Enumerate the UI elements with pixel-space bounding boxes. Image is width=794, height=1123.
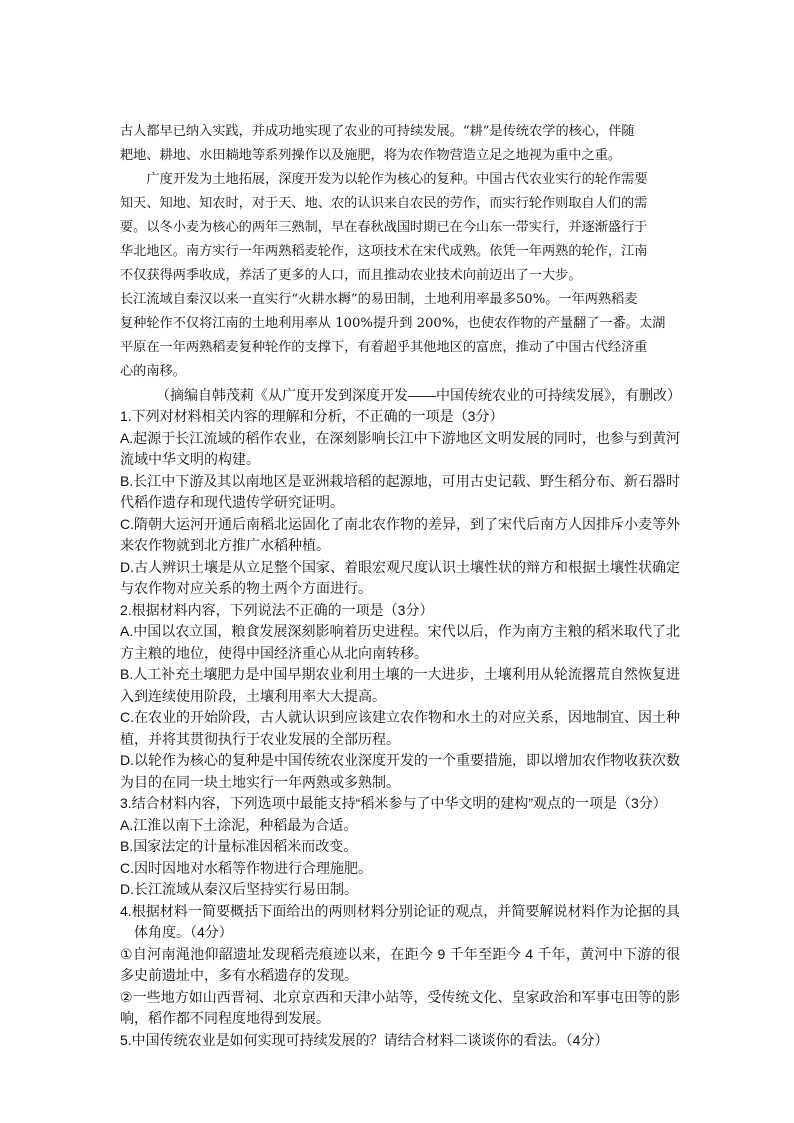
- page-content: [120, 120, 680, 1051]
- question-stem: 2.根据材料内容，下列说法不正确的一项是（3分）: [120, 601, 434, 618]
- question-stem: 3.结合材料内容，下列选项中最能支持“稻米参与了中华文明的建构”观点的一项是（3分）: [120, 795, 667, 811]
- passage-line: 华北地区。南方实行一年两熟稻麦轮作，这项技术在宋代成熟。依凭一年两熟的轮作，江南: [120, 244, 648, 259]
- option-d: D.古人辨识土壤是从立足整个国家、着眼宏观尺度认识土壤性状的辩方和根据土壤性状确定与农作物对应关系的物土两个方面进行。: [120, 558, 680, 596]
- question-5: [120, 1030, 680, 1052]
- passage-paragraph-2: [120, 168, 680, 288]
- option-d: D.长江流域从秦汉后坚持实行易田制。: [120, 881, 358, 897]
- option-b: B.人工补充土壤肥力是中国早期农业利用土壤的一大进步，土壤利用从轮流撂荒自然恢复进入到连续使用阶段，土壤利用率大大提高。: [120, 666, 680, 704]
- question-2: [120, 600, 680, 794]
- option-a: A.起源于长江流域的稻作农业，在深刻影响长江中下游地区文明发展的同时，也参与到黄河流域中华文明的构建。: [120, 429, 680, 467]
- passage-line: 耙地、耕地、水田耥地等系列操作以及施肥，将为农作物营造立足之地视为重中之重。: [120, 148, 622, 163]
- question-stem: 5.中国传统农业是如何实现可持续发展的？请结合材料二谈谈你的看法。（4分）: [120, 1031, 609, 1048]
- option-a: A.中国以农立国，粮食发展深刻影响着历史进程。宋代以后，作为南方主粮的稻米取代了北方主粮的地位，使得中国经济重心从北向南转移。: [120, 623, 680, 661]
- passage-line: 知天、知地、知农时，对于天、地、农的认识来自农民的劳作，而实行轮作则取自人们的需: [120, 196, 648, 211]
- option-c: C.因时因地对水稻等作物进行合理施肥。: [120, 859, 372, 876]
- option-c: C.在农业的开始阶段，古人就认识到应该建立农作物和水土的对应关系，因地制宜、因土种植，并将其贯彻执行于农业发展的全部历程。: [120, 709, 680, 747]
- material-2: ②一些地方如山西晋祠、北京京西和天津小站等，受传统文化、皇家政治和军事屯田等的影响，稻作都不同程度地得到发展。: [120, 988, 680, 1026]
- passage-line: 平原在一年两熟稻麦复种轮作的支撑下，有着超乎其他地区的富庶，推动了中国古代经济重: [120, 340, 648, 355]
- question-1: [120, 406, 680, 600]
- passage-line: 古人都早已纳入实践，并成功地实现了农业的可持续发展。“耕”是传统农学的核心，伴随: [120, 124, 635, 139]
- option-b: B.长江中下游及其以南地区是亚洲栽培稻的起源地，可用古史记载、野生稻分布、新石器时代稻作遗存和现代遗传学研究证明。: [120, 472, 680, 510]
- source-citation: （摘编自韩茂莉《从广度开发到深度开发——中国传统农业的可持续发展》，有删改）: [156, 387, 681, 403]
- passage-paragraph-1: [120, 120, 680, 168]
- question-stem: 4.根据材料一简要概括下面给出的两则材料分别论证的观点，并简要解说材料作为论据的具体角度。（4分）: [120, 902, 680, 940]
- passage-line: 不仅获得两季收成，养活了更多的人口，而且推动农业技术向前迈出了一大步。: [120, 268, 582, 283]
- option-b: B.国家法定的计量标准因稻米而改变。: [120, 838, 358, 854]
- option-d: D.以轮作为核心的复种是中国传统农业深度开发的一个重要措施，即以增加农作物收获次数为目的在同一块土地实行一年两熟或多熟制。: [120, 752, 680, 790]
- passage-line: 要。以冬小麦为核心的两年三熟制，早在春秋战国时期已在今山东一带实行，并逐渐盛行于: [120, 220, 648, 235]
- passage-line: 长江流域自秦汉以来一直实行“火耕水耨”的易田制，土地利用率最多50%。一年两熟稻麦: [120, 292, 638, 307]
- question-3: [120, 793, 680, 901]
- passage-line: 广度开发为土地拓展，深度开发为以轮作为核心的复种。中国古代农业实行的轮作需要: [146, 172, 648, 187]
- option-a: A.江淮以南下土涂泥，种稻最为合适。: [120, 816, 358, 833]
- material-1: ①自河南渑池仰韶遗址发现稻壳痕迹以来，在距今 9 千年至距今 4 千年，黄河中下游的很多史前遗址中，多有水稻遗存的发现。: [120, 945, 680, 983]
- passage-paragraph-3: [120, 288, 680, 384]
- question-stem: 1.下列对材料相关内容的理解和分析，不正确的一项是（3分）: [120, 408, 504, 424]
- passage-line: 复种轮作不仅将江南的土地利用率从 100%提升到 200%，也使农作物的产量翻了一番。太湖: [120, 316, 666, 331]
- passage-line: 心的南移。: [120, 364, 186, 379]
- option-c: C.隋朝大运河开通后南稻北运固化了南北农作物的差异，到了宋代后南方人因排斥小麦等外来农作物就到北方推广水稻种植。: [120, 515, 680, 553]
- question-4: [120, 901, 680, 1030]
